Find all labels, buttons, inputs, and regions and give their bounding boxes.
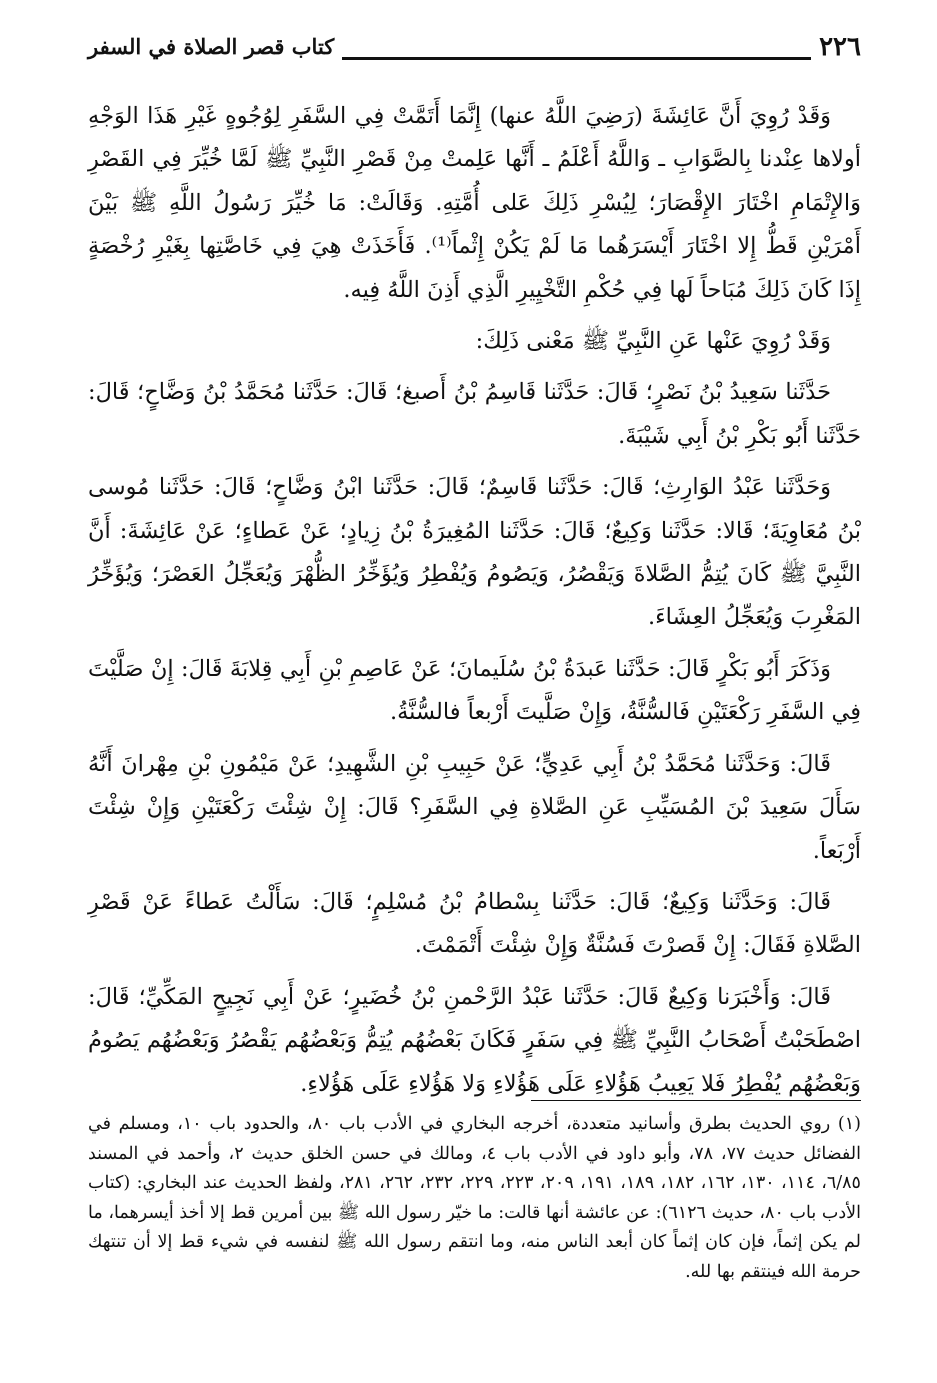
paragraph: وَحَدَّثَنا عَبْدُ الوَارِثِ؛ قَالَ: حَدَّثَنا قَاسِمٌ؛ قَالَ: حَدَّثَنا ابْنُ وَضَّاحٍ؛ قَالَ: حَدَّثَنا مُوسى بْنُ مُعَاوِيَةَ؛ قَالا: حَدَّثَنا وَكِيعٌ؛ قَالَ: حَدَّثَنا المُغِيرَةُ بْنُ زِيادٍ؛ عَنْ عَطاءٍ؛ عَنْ عَائِشَةَ: أَنَّ النَّبِيَّ ﷺ كَانَ يُتِمُّ الصَّلاةَ وَيَقْصُرُ، وَيَصُومُ وَيُفْطِرُ وَيُؤَخِّرُ الظُّهْرَ وَيُعَجِّلُ العَصْرَ؛ وَيُؤَخِّرُ المَغْرِبَ وَيُعَجِّلُ العِشَاءَ. [88, 474, 861, 631]
page-number: ٢٢٦ [819, 32, 861, 62]
paragraph: وَقَدْ رُوِيَ عَنْها عَنِ النَّبِيِّ ﷺ مَعْنى ذَلِكَ: [475, 328, 831, 355]
book-title: كتاب قصر الصلاة في السفر [88, 34, 335, 59]
footnote-separator [531, 1100, 861, 1101]
paragraph: وَقَدْ رُوِيَ أَنَّ عَائِشَةَ (رَضِيَ اللَّهُ عنها) إِنَّمَا أَتَمَّتْ فِي السَّفَرِ لِوُجُوهٍ غَيْرِ هَذَا الوَجْهِ أولاها عِنْدنا بِالصَّوَابِ ـ وَاللَّهُ أَعْلَمُ ـ أَنَّها عَلِمتْ مِنْ قَصْرِ النَّبِيِّ ﷺ لَمَّا خُيِّرَ فِي القَصْرِ وَالإِتْمَامِ اخْتَارَ الإِقْصَارَ؛ لِيُسْرِ ذَلِكَ عَلى أُمَّتِهِ. وَقَالَتْ: مَا خُيِّرَ رَسُولُ اللَّهِ ﷺ بَيْنَ أَمْرَيْنِ قَطُّ إِلا اخْتَارَ أَيْسَرَهُما مَا لَمْ يَكُنْ إِثْماً⁽¹⁾. فَأَخَذَتْ هِيَ فِي خَاصَّتِها بِغَيْرِ رُخْصَةٍ إِذَا كَانَ ذَلِكَ مُبَاحاً لَها فِي حُكْمِ التَّخْيِيرِ الَّذِي أَذِنَ اللَّهُ فِيه. [88, 103, 861, 303]
paragraph: حَدَّثَنا سَعِيدُ بْنُ نَصْرٍ؛ قَالَ: حَدَّثَنا قَاسِمُ بْنُ أَصبغ؛ قَالَ: حَدَّثَنا مُحَمَّدُ بْنُ وَضَّاحٍ؛ قَالَ: حَدَّثَنا أَبُو بَكْرِ بْنُ أَبِي شَيْبَةَ. [88, 379, 861, 449]
page-header [88, 32, 861, 60]
paragraph: وَذَكَرَ أَبُو بَكْرٍ قَالَ: حَدَّثَنا عَبدَةُ بْنُ سُلَيمانَ؛ عَنْ عَاصِمِ بْنِ أَبِي قِلابَةَ قَالَ: إِنْ صَلَّيْتَ فِي السَّفَرِ رَكْعَتَيْنِ فَالسُّنَّةُ، وَإِنْ صَلَّيتَ أَرْبعاً فالسُّنَّةُ. [88, 655, 861, 726]
paragraph: قَالَ: وَأَخْبَرَنا وَكِيعٌ قَالَ: حَدَّثَنا عَبْدُ الرَّحْمنِ بْنُ خُضَيرٍ؛ عَنْ أَبِي نَجِيحٍ المَكِّيِّ؛ قَالَ: اصْطَحَبْتُ أَصْحَابُ النَّبِيِّ ﷺ فِي سَفَرٍ فَكَانَ بَعْضُهُم يُتِمُّ وَبَعْضُهُم يَقْصُرُ وَبَعْضُهُم يَصُومُ وَبَعْضُهُم يُفْطِرُ فَلا يَعِيبُ هَؤُلاءِ عَلَى هَؤُلاءِ وَلا هَؤُلاءِ عَلَى هَؤُلاءِ. [88, 983, 861, 1097]
main-text [88, 95, 861, 1114]
footnote: (١) روي الحديث بطرق وأسانيد متعددة، أخرجه البخاري في الأدب باب ٨٠، والحدود باب ١٠، ومسلم في الفضائل حديث ٧٧، ٧٨، وأبو داود في الأدب باب ٤، ومالك في حسن الخلق حديث ٢، وأحمد في المسند ٦/٨٥، ١١٤، ١٣٠، ١٦٢، ١٨٢، ١٨٩، ١٩١، ٢٠٩، ٢٢٣، ٢٢٩، ٢٣٢، ٢٦٢، ٢٨١، ولفظ الحديث عند البخاري: (كتاب الأدب باب ٨٠، حديث ٦١٢٦): عن عائشة أنها قالت: ما خيّر رسول الله ﷺ بين أمرين قط إلا أخذ أيسرهما، ما لم يكن إثماً، فإن كان إثماً كان أبعد الناس منه، وما انتقم رسول الله ﷺ لنفسه في شيء قط إلا أن تنتهك حرمة الله فينتقم بها لله. [88, 1114, 862, 1282]
paragraph: قَالَ: وَحَدَّثَنا وَكِيعٌ؛ قَالَ: حَدَّثَنا بِسْطامُ بْنُ مُسْلِمٍ؛ قَالَ: سَأَلْتُ عَطاءً عَنْ قَصْرِ الصَّلاةِ فَقَالَ: إِنْ قَصرْتَ فَسُنَّةٌ وَإِنْ شِئْتَ أَتْمَمْتَ. [88, 888, 861, 959]
paragraph: قَالَ: وَحَدَّثَنا مُحَمَّدُ بْنُ أَبِي عَدِيٍّ؛ عَنْ حَبِيبِ بْنِ الشَّهِيدِ؛ عَنْ مَيْمُونِ بْنِ مِهْرانَ أَنَّهُ سَأَلَ سَعِيدَ بْنَ المُسَيِّبِ عَنِ الصَّلاةِ فِي السَّفَرِ؟ قَالَ: إِنْ شِئْتَ رَكْعَتَيْنِ وَإِنْ شِئْتَ أَرْبَعاً. [88, 750, 861, 864]
header-rule [342, 47, 811, 60]
